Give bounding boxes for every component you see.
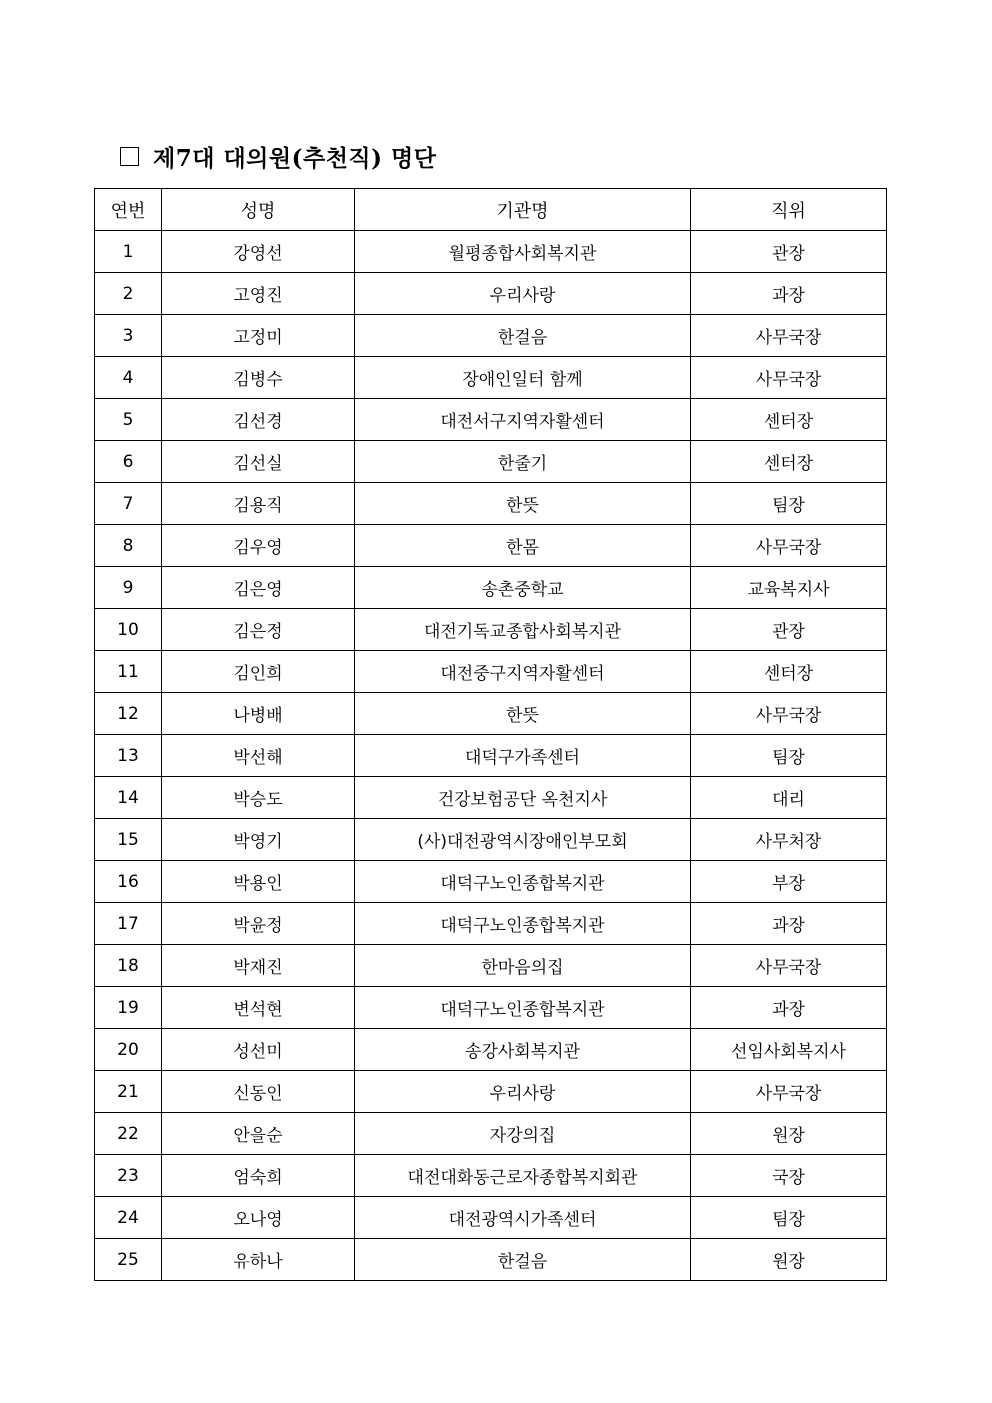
header-no: 연번: [95, 189, 162, 231]
cell-no: 1: [95, 231, 162, 273]
table-row: [95, 693, 887, 735]
cell-name: 안을순: [162, 1113, 355, 1155]
cell-org: 대덕구노인종합복지관: [355, 903, 691, 945]
cell-name: 박윤정: [162, 903, 355, 945]
cell-position: 국장: [691, 1155, 887, 1197]
cell-org: 대전중구지역자활센터: [355, 651, 691, 693]
cell-no: 20: [95, 1029, 162, 1071]
cell-position: 과장: [691, 273, 887, 315]
cell-position: 과장: [691, 903, 887, 945]
cell-name: 김선경: [162, 399, 355, 441]
cell-position: 사무국장: [691, 1071, 887, 1113]
cell-org: 대덕구노인종합복지관: [355, 987, 691, 1029]
cell-org: 대전대화동근로자종합복지회관: [355, 1155, 691, 1197]
table-row: [95, 735, 887, 777]
cell-name: 엄숙희: [162, 1155, 355, 1197]
cell-no: 4: [95, 357, 162, 399]
table-row: [95, 819, 887, 861]
cell-no: 18: [95, 945, 162, 987]
cell-position: 센터장: [691, 651, 887, 693]
table-header-row: [95, 189, 887, 231]
cell-no: 22: [95, 1113, 162, 1155]
cell-org: 월평종합사회복지관: [355, 231, 691, 273]
cell-name: 성선미: [162, 1029, 355, 1071]
table-row: [95, 1239, 887, 1281]
cell-org: (사)대전광역시장애인부모회: [355, 819, 691, 861]
cell-position: 팀장: [691, 483, 887, 525]
cell-org: 한걸음: [355, 315, 691, 357]
cell-no: 3: [95, 315, 162, 357]
cell-no: 23: [95, 1155, 162, 1197]
table-row: [95, 861, 887, 903]
cell-org: 자강의집: [355, 1113, 691, 1155]
header-name: 성명: [162, 189, 355, 231]
cell-name: 김은정: [162, 609, 355, 651]
cell-name: 나병배: [162, 693, 355, 735]
cell-name: 고정미: [162, 315, 355, 357]
cell-position: 사무국장: [691, 315, 887, 357]
table-row: [95, 1155, 887, 1197]
cell-no: 13: [95, 735, 162, 777]
table-row: [95, 903, 887, 945]
cell-no: 9: [95, 567, 162, 609]
cell-org: 우리사랑: [355, 273, 691, 315]
cell-position: 사무국장: [691, 357, 887, 399]
cell-name: 김병수: [162, 357, 355, 399]
cell-position: 원장: [691, 1113, 887, 1155]
cell-org: 한줄기: [355, 441, 691, 483]
cell-position: 원장: [691, 1239, 887, 1281]
cell-org: 건강보험공단 옥천지사: [355, 777, 691, 819]
cell-no: 17: [95, 903, 162, 945]
cell-name: 고영진: [162, 273, 355, 315]
cell-org: 한몸: [355, 525, 691, 567]
cell-position: 부장: [691, 861, 887, 903]
table-row: [95, 567, 887, 609]
table-row: [95, 273, 887, 315]
cell-no: 10: [95, 609, 162, 651]
cell-position: 사무국장: [691, 525, 887, 567]
cell-position: 센터장: [691, 399, 887, 441]
cell-name: 오나영: [162, 1197, 355, 1239]
table-row: [95, 525, 887, 567]
cell-no: 2: [95, 273, 162, 315]
cell-position: 선임사회복지사: [691, 1029, 887, 1071]
table-row: [95, 315, 887, 357]
cell-position: 센터장: [691, 441, 887, 483]
cell-no: 7: [95, 483, 162, 525]
cell-no: 24: [95, 1197, 162, 1239]
header-org: 기관명: [355, 189, 691, 231]
cell-name: 박용인: [162, 861, 355, 903]
header-position: 직위: [691, 189, 887, 231]
cell-org: 대전서구지역자활센터: [355, 399, 691, 441]
cell-org: 한뜻: [355, 693, 691, 735]
cell-no: 21: [95, 1071, 162, 1113]
table-row: [95, 945, 887, 987]
cell-position: 교육복지사: [691, 567, 887, 609]
cell-no: 19: [95, 987, 162, 1029]
table-row: [95, 609, 887, 651]
cell-name: 박재진: [162, 945, 355, 987]
table-row: [95, 1197, 887, 1239]
table-row: [95, 231, 887, 273]
cell-position: 사무국장: [691, 945, 887, 987]
cell-name: 유하나: [162, 1239, 355, 1281]
checkbox-empty-icon: [120, 147, 139, 166]
table-row: [95, 357, 887, 399]
cell-name: 신동인: [162, 1071, 355, 1113]
cell-no: 5: [95, 399, 162, 441]
cell-no: 12: [95, 693, 162, 735]
cell-position: 대리: [691, 777, 887, 819]
cell-name: 박영기: [162, 819, 355, 861]
cell-org: 장애인일터 함께: [355, 357, 691, 399]
cell-org: 한걸음: [355, 1239, 691, 1281]
table-row: [95, 1029, 887, 1071]
page-title: [120, 136, 436, 176]
cell-org: 대전기독교종합사회복지관: [355, 609, 691, 651]
cell-no: 15: [95, 819, 162, 861]
cell-position: 팀장: [691, 1197, 887, 1239]
table-body: [95, 231, 887, 1281]
table-row: [95, 777, 887, 819]
table-row: [95, 441, 887, 483]
delegate-roster-table: [94, 188, 887, 1281]
cell-position: 팀장: [691, 735, 887, 777]
cell-position: 관장: [691, 609, 887, 651]
cell-org: 송촌중학교: [355, 567, 691, 609]
cell-org: 송강사회복지관: [355, 1029, 691, 1071]
cell-position: 사무국장: [691, 693, 887, 735]
cell-org: 대덕구노인종합복지관: [355, 861, 691, 903]
cell-name: 강영선: [162, 231, 355, 273]
cell-name: 김인희: [162, 651, 355, 693]
cell-no: 25: [95, 1239, 162, 1281]
cell-position: 과장: [691, 987, 887, 1029]
cell-no: 11: [95, 651, 162, 693]
page-title-text: 제7대 대의원(추천직) 명단: [153, 144, 437, 172]
cell-position: 사무처장: [691, 819, 887, 861]
table-row: [95, 399, 887, 441]
cell-no: 8: [95, 525, 162, 567]
table-row: [95, 651, 887, 693]
cell-name: 김선실: [162, 441, 355, 483]
cell-name: 김용직: [162, 483, 355, 525]
cell-org: 대전광역시가족센터: [355, 1197, 691, 1239]
cell-org: 대덕구가족센터: [355, 735, 691, 777]
cell-name: 김은영: [162, 567, 355, 609]
cell-name: 박선해: [162, 735, 355, 777]
cell-org: 한뜻: [355, 483, 691, 525]
cell-no: 6: [95, 441, 162, 483]
cell-no: 16: [95, 861, 162, 903]
cell-no: 14: [95, 777, 162, 819]
cell-org: 한마음의집: [355, 945, 691, 987]
cell-position: 관장: [691, 231, 887, 273]
cell-org: 우리사랑: [355, 1071, 691, 1113]
table-row: [95, 483, 887, 525]
table-row: [95, 1071, 887, 1113]
cell-name: 김우영: [162, 525, 355, 567]
cell-name: 변석현: [162, 987, 355, 1029]
table-row: [95, 987, 887, 1029]
cell-name: 박승도: [162, 777, 355, 819]
table-row: [95, 1113, 887, 1155]
